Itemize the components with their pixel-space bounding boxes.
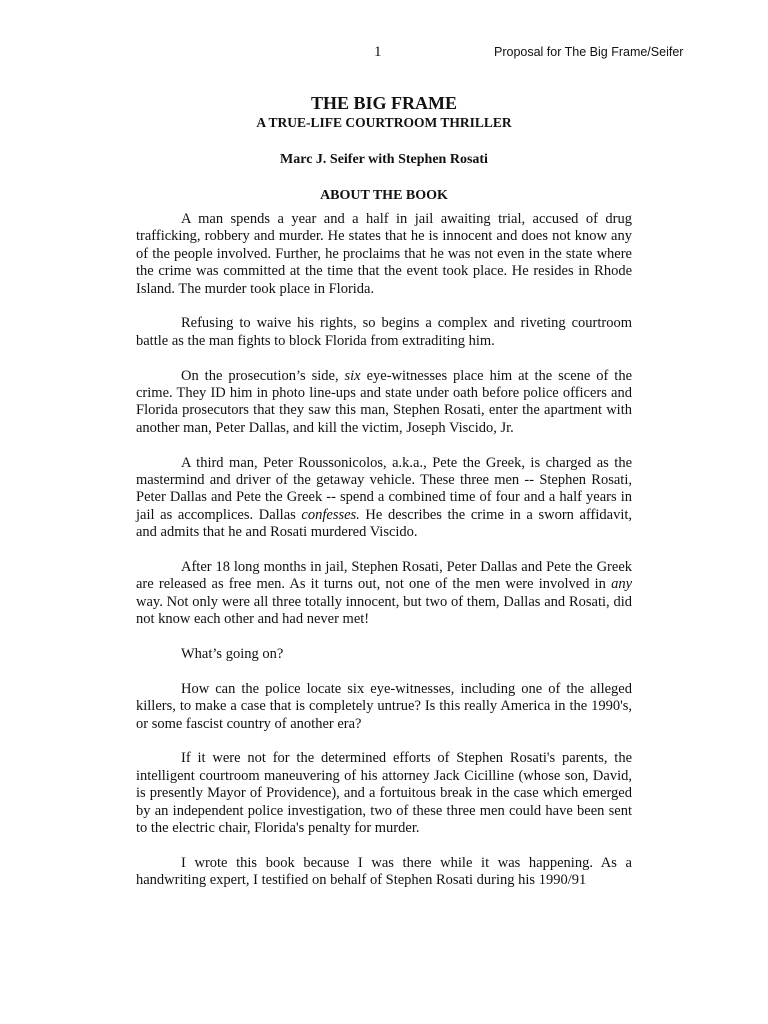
section-heading: ABOUT THE BOOK: [320, 188, 448, 203]
paragraph-text: He describes the crime in a sworn affidavit, and admits that he and Rosati murdered Viscido.: [136, 506, 632, 541]
paragraph-text: On the prosecution’s side,: [181, 367, 345, 384]
paragraph: [136, 455, 632, 542]
paragraph: Refusing to waive his rights, so begins a complex and riveting courtroom battle as the man fights to block Florida from extraditing him.: [136, 315, 632, 349]
body-text: [136, 211, 632, 907]
paragraph: What’s going on?: [181, 646, 284, 663]
paragraph-text: eye-witnesses place him at the scene of the crime. They ID him in photo line-ups and state under oath before police officers and Florida prosecutors that they saw this man, Stephen Rosati, enter the apartment with another man, Peter Dallas, and kill the victim, Joseph Viscido, Jr.: [136, 367, 632, 436]
emphasis-text: six: [344, 367, 361, 384]
author-line: Marc J. Seifer with Stephen Rosati: [280, 152, 488, 167]
paragraph: [136, 559, 632, 629]
paragraph: A man spends a year and a half in jail awaiting trial, accused of drug trafficking, robbery and murder. He states that he is innocent and does not know any of the people involved. Further, he proclaims that he was not even in the state where the crime was committed at the time that the event took place. He resides in Rhode Island. The murder took place in Florida.: [136, 211, 632, 297]
page-header: [0, 44, 768, 64]
paragraph-text: way. Not only were all three totally innocent, but two of them, Dallas and Rosati, did not know each other and had never met!: [136, 593, 632, 628]
paragraph-text: A third man, Peter Roussonicolos, a.k.a., Pete the Greek, is charged as the mastermind and driver of the getaway vehicle. These three men -- Stephen Rosati, Peter Dallas and Pete the Greek -- spend a combined time of four and a half years in jail as accomplices. Dallas: [136, 454, 632, 523]
emphasis-text: any: [611, 576, 632, 593]
book-subtitle: A TRUE-LIFE COURTROOM THRILLER: [256, 115, 512, 130]
page-number: 1: [374, 44, 382, 60]
paragraph: I wrote this book because I was there while it was happening. As a handwriting expert, I testified on behalf of Stephen Rosati during his 1990/91: [136, 854, 632, 889]
book-title: THE BIG FRAME: [310, 93, 457, 113]
running-head: Proposal for The Big Frame/Seifer: [494, 45, 684, 59]
paragraph: If it were not for the determined efforts of Stephen Rosati's parents, the intelligent courtroom maneuvering of his attorney Jack Cicilline (whose son, David, is presently Mayor of Providence), and a fortuitous break in the case which emerged by an independent police investigation, two of these three men could have been sent to the electric chair, Florida's penalty for murder.: [136, 750, 632, 837]
emphasis-text: confesses.: [301, 506, 360, 523]
paragraph: How can the police locate six eye-witnesses, including one of the alleged killers, to make a case that is completely untrue? Is this really America in the 1990's, or some fascist country of another era?: [136, 680, 632, 732]
paragraph-text: After 18 long months in jail, Stephen Rosati, Peter Dallas and Pete the Greek are released as free men. As it turns out, not one of the men were involved in: [136, 559, 632, 593]
title-block: [0, 92, 768, 205]
paragraph: [136, 368, 632, 438]
